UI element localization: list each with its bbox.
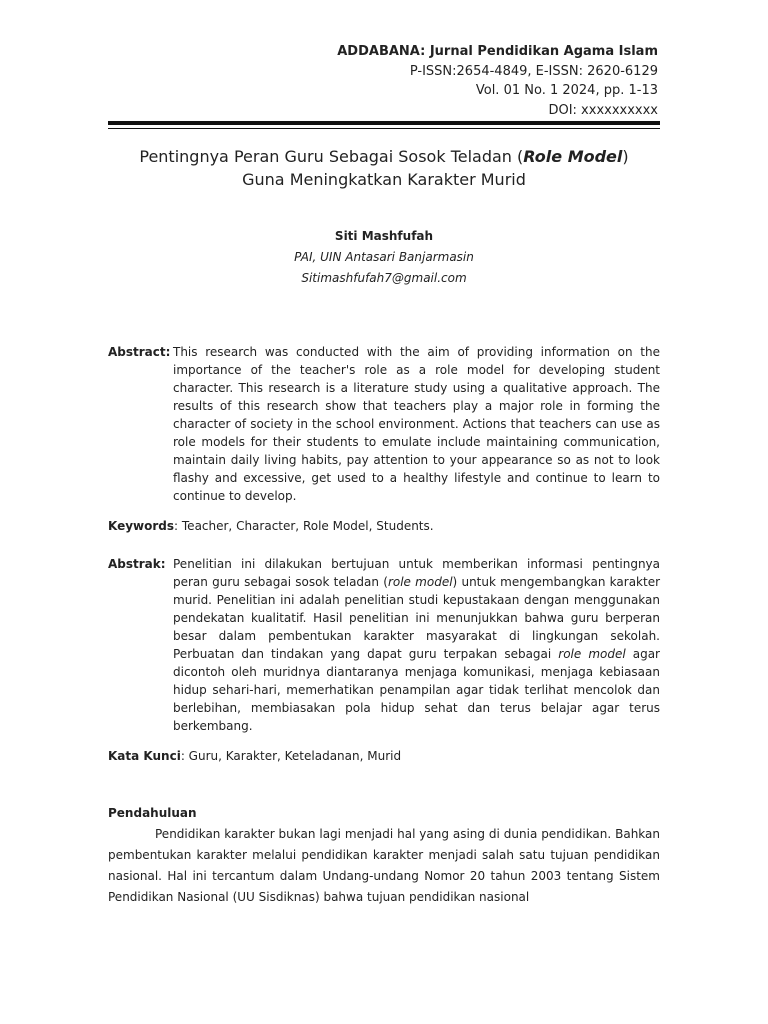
title-part2: )	[622, 147, 629, 166]
keywords-en-label: Keywords	[108, 519, 175, 533]
keywords-id-label: Kata Kunci	[108, 749, 181, 763]
title-part1: Pentingnya Peran Guru Sebagai Sosok Teladan (	[139, 147, 524, 166]
keywords-id	[108, 747, 660, 765]
abstract-id-text-3: agar dicontoh oleh muridnya diantaranya menjaga komunikasi, menjaga kebiasaan hidup sehari-hari, memerhatikan penampilan agar tidak terlihat mencolok dan berlebihan, membiasakan pola hidup sehat dan terus belajar agar terus berkembang.	[173, 647, 660, 733]
abstract-id-text-2: ) untuk mengembangkan karakter murid. Penelitian ini adalah penelitian studi kepustakaan dengan menggunakan pendekatan kualitatif. Hasil penelitian ini menunjukkan bahwa guru berperan besar dalam pembentukan karakter masyarakat di lingkungan sekolah. Perbuatan dan tindakan yang dapat guru terpakan sebagai	[173, 575, 661, 661]
abstract-id-italic-1: role model	[387, 575, 453, 589]
journal-header	[337, 42, 658, 120]
header-rule-thin	[108, 128, 660, 129]
keywords-id-text: : Guru, Karakter, Keteladanan, Murid	[180, 749, 402, 763]
keywords-en	[108, 517, 660, 535]
paper-title	[108, 145, 660, 191]
abstract-en-text: This research was conducted with the aim of providing information on the importance of the teacher's role as a role model for developing student character. This research is a literature study using a qualitative approach. The results of this research show that teachers play a major role in forming the character of society in the school environment. Actions that teachers can use as role models for their students to emulate include maintaining communication, maintain daily living habits, pay attention to your appearance so as not to look flashy and excessive, get used to a healthy lifestyle and continue to learn to continue to develop.	[173, 345, 660, 503]
header-rule-thick	[108, 121, 660, 125]
abstract-en	[108, 343, 660, 505]
author-block	[108, 226, 660, 289]
volume-line: Vol. 01 No. 1 2024, pp. 1-13	[475, 83, 658, 98]
abstract-id-italic-2: role model	[558, 647, 626, 661]
keywords-en-text: : Teacher, Character, Role Model, Students.	[174, 519, 434, 533]
doi-line: DOI: xxxxxxxxxx	[548, 102, 658, 118]
title-italic: Role Model	[523, 147, 623, 166]
author-email[interactable]: Sitimashfufah7@gmail.com	[301, 271, 467, 285]
author-affiliation: PAI, UIN Antasari Banjarmasin	[294, 250, 474, 264]
issn-line: P-ISSN:2654-4849, E-ISSN: 2620-6129	[409, 63, 658, 79]
title-line2: Guna Meningkatkan Karakter Murid	[242, 170, 526, 189]
abstract-id	[108, 555, 660, 735]
abstract-id-text-1: Penelitian ini dilakukan bertujuan untuk memberikan informasi pentingnya peran guru sebagai sosok teladan (	[173, 557, 660, 589]
introduction-paragraph: Pendidikan karakter bukan lagi menjadi hal yang asing di dunia pendidikan. Bahkan pembentukan karakter melalui pendidikan karakter menjadi salah satu tujuan pendidikan nasional. Hal ini tercantum dalam Undang-undang Nomor 20 tahun 2003 tentang Sistem Pendidikan Nasional (UU Sisdiknas) bahwa tujuan pendidikan nasional	[108, 827, 660, 904]
author-name: Siti Mashfufah	[334, 229, 434, 243]
abstract-id-label: Abstrak:	[108, 557, 166, 571]
abstract-en-label: Abstract:	[108, 345, 171, 359]
abstract-id-text	[173, 555, 660, 735]
journal-name: ADDABANA: Jurnal Pendidikan Agama Islam	[337, 44, 658, 59]
section-heading-introduction: Pendahuluan	[108, 806, 197, 820]
